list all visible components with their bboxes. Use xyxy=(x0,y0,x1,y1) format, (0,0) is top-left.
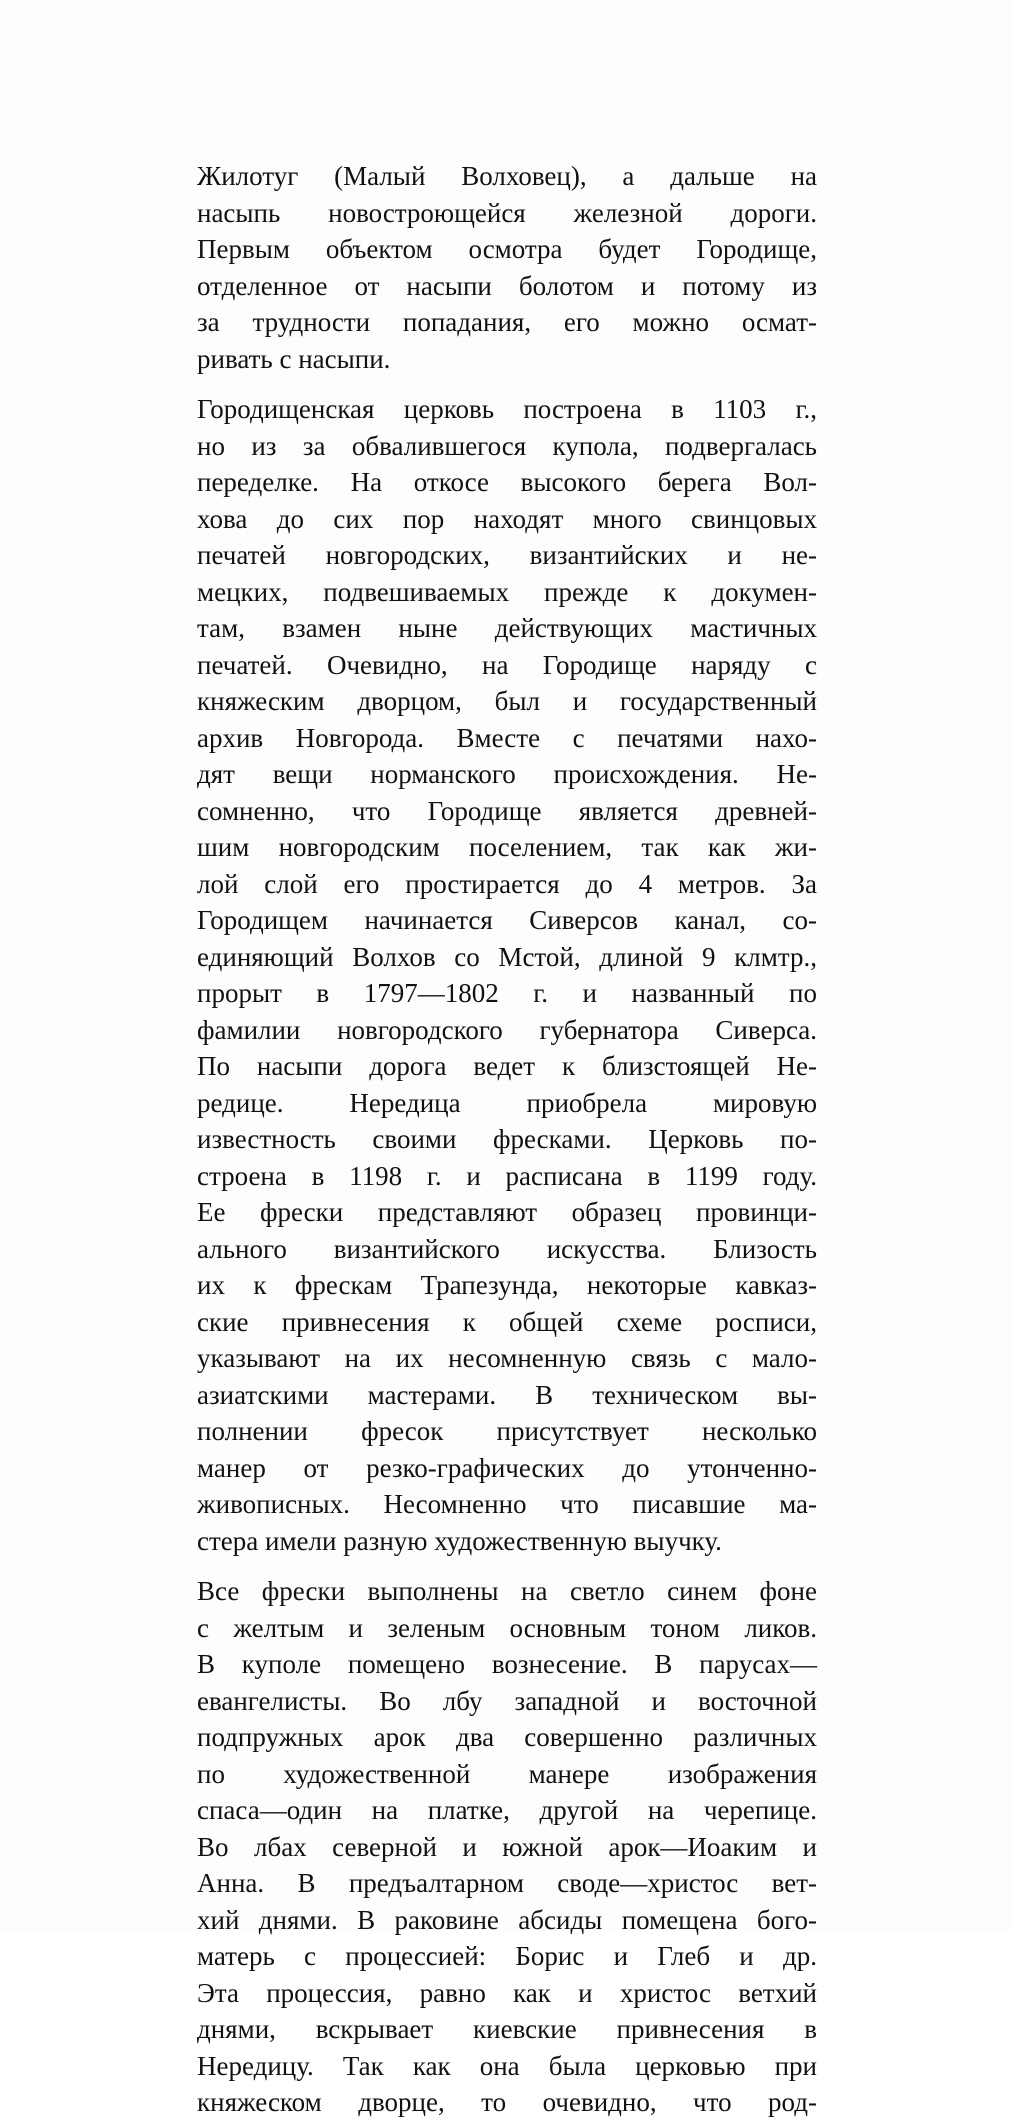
text-line: Во лбах северной и южной арок—Иоаким и xyxy=(197,1831,817,1862)
text-line: с желтым и зеленым основным тоном ликов. xyxy=(197,1612,817,1643)
text-line: единяющий Волхов со Мстой, длиной 9 клмтр., xyxy=(197,941,817,972)
text-line: В куполе помещено вознесение. В парусах— xyxy=(197,1649,817,1679)
text-line: сомненно, что Городище является древней- xyxy=(197,795,817,826)
text-line: манер от резко-графических до утонченно- xyxy=(197,1452,817,1483)
text-line: редице. Нередица приобрела мировую xyxy=(197,1087,817,1118)
text-line: указывают на их несомненную связь с мало- xyxy=(197,1343,817,1373)
text-line: ального византийского искусства. Близость xyxy=(197,1233,817,1264)
text-line: княжеским дворцом, был и государственный xyxy=(197,686,817,716)
text-line: прорыт в 1797—1802 г. и названный по xyxy=(197,978,817,1008)
paragraph-1 xyxy=(197,158,817,377)
text-line: стера имели разную художественную выучку. xyxy=(197,1525,722,1556)
text-line: Нередицу. Так как она была церковью при xyxy=(197,2050,817,2081)
text-line: переделке. На откосе высокого берега Вол- xyxy=(197,467,817,497)
text-line: шим новгородским поселением, так как жи- xyxy=(197,832,817,862)
text-line: евангелисты. Во лбу западной и восточной xyxy=(197,1685,817,1716)
text-line: фамилии новгородского губернатора Сиверса. xyxy=(197,1014,817,1045)
text-column xyxy=(197,158,817,2121)
text-line: отделенное от насыпи болотом и потому из xyxy=(197,270,817,301)
text-line: печатей. Очевидно, на Городище наряду с xyxy=(197,649,817,680)
paragraph-3 xyxy=(197,1573,817,2121)
text-line: архив Новгорода. Вместе с печатями нахо- xyxy=(197,722,817,753)
text-line: ские привнесения к общей схеме росписи, xyxy=(197,1306,817,1337)
text-line: Анна. В предъалтарном своде—христос вет- xyxy=(197,1868,817,1898)
text-line: матерь с процессией: Борис и Глеб и др. xyxy=(197,1941,817,1971)
text-line: подпружных арок два совершенно различных xyxy=(197,1722,817,1752)
text-line: спаса—один на платке, другой на черепице. xyxy=(197,1795,817,1825)
text-line: ривать с насыпи. xyxy=(197,343,391,374)
text-line: за трудности попадания, его можно осмат- xyxy=(197,307,817,337)
text-line: хий днями. В раковине абсиды помещена бого- xyxy=(197,1904,817,1935)
text-line: дят вещи норманского происхождения. Не- xyxy=(197,759,817,789)
text-line: там, взамен ныне действующих мастичных xyxy=(197,613,817,643)
text-line: Жилотуг (Малый Волховец), а дальше на xyxy=(197,161,817,191)
text-line: живописных. Несомненно что писавшие ма- xyxy=(197,1489,817,1519)
text-line: по художественной манере изображения xyxy=(197,1758,817,1789)
text-line: Все фрески выполнены на светло синем фоне xyxy=(197,1576,817,1606)
text-line: насыпь новостроющейся железной дороги. xyxy=(197,197,817,228)
text-line: княжеском дворце, то очевидно, что род- xyxy=(197,2087,817,2117)
text-line: По насыпи дорога ведет к близстоящей Не- xyxy=(197,1051,817,1081)
text-line: днями, вскрывает киевские привнесения в xyxy=(197,2014,817,2044)
text-line: азиатскими мастерами. В техническом вы- xyxy=(197,1379,817,1410)
text-line: печатей новгородских, византийских и не- xyxy=(197,540,817,570)
text-line: Первым объектом осмотра будет Городище, xyxy=(197,234,817,264)
text-line: Эта процессия, равно как и христос ветхий xyxy=(197,1977,817,2008)
text-line: Городищем начинается Сиверсов канал, со- xyxy=(197,905,817,935)
text-line: Ее фрески представляют образец провинци- xyxy=(197,1197,817,1227)
text-line: но из за обвалившегося купола, подвергалась xyxy=(197,430,817,461)
text-line: строена в 1198 г. и расписана в 1199 году. xyxy=(197,1160,817,1191)
paragraph-2 xyxy=(197,391,817,1559)
text-line: мецких, подвешиваемых прежде к докумен- xyxy=(197,576,817,607)
text-line: хова до сих пор находят много свинцовых xyxy=(197,503,817,534)
text-line: лой слой его простирается до 4 метров. За xyxy=(197,868,817,899)
text-line: их к фрескам Трапезунда, некоторые кавказ- xyxy=(197,1270,817,1300)
text-line: Городищенская церковь построена в 1103 г., xyxy=(197,394,817,424)
text-line: полнении фресок присутствует несколько xyxy=(197,1416,817,1446)
text-line: известность своими фресками. Церковь по- xyxy=(197,1124,817,1154)
